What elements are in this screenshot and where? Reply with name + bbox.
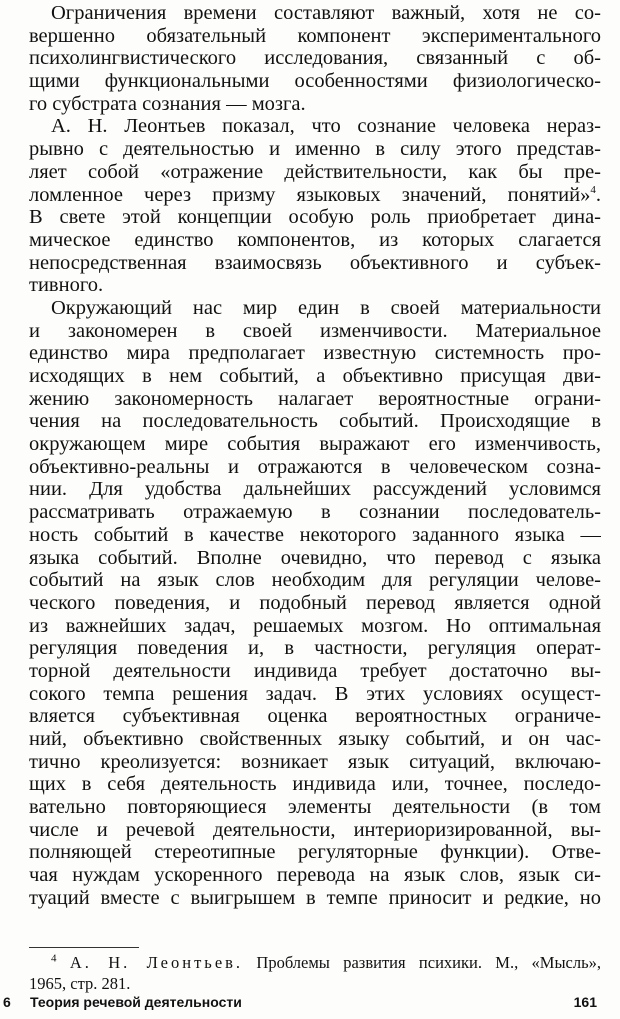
footnote-line: 1965, стр. 281. — [29, 974, 131, 993]
text-line-content: Ограничения времени составляют важный, хотя не со- — [51, 2, 601, 24]
body-text — [29, 2, 601, 910]
text-line — [29, 569, 601, 592]
text-line — [29, 637, 601, 660]
text-line-content: событий на язык слов необходим для регуляции челове- — [29, 569, 601, 592]
text-line-content: вательно повторяющиеся элементы деятельности (в том — [29, 796, 601, 819]
text-line — [29, 93, 601, 116]
text-line-tail: . — [595, 183, 601, 206]
text-line — [29, 705, 601, 728]
text-line-content: и закономерен в своей изменчивости. Материальное — [29, 319, 601, 342]
text-line-content: исходящих в нем событий, а объективно присущая дви- — [29, 365, 601, 387]
text-line — [29, 184, 601, 207]
text-line-content: Окружающий нас мир един в своей материальности — [51, 296, 601, 319]
text-line — [29, 456, 601, 479]
text-line — [29, 819, 601, 842]
text-line-content: психолингвистического исследования, связанный с об- — [29, 47, 601, 70]
text-line — [29, 887, 601, 910]
text-line-content: нии. Для удобства дальнейших рассуждений условимся — [29, 478, 601, 501]
text-line — [29, 206, 601, 229]
text-line-content: вершенно обязательный компонент экспериментального — [29, 24, 601, 47]
text-line — [29, 773, 601, 796]
text-line-content: мическое единство компонентов, из которых слагается — [29, 228, 601, 251]
text-line-content: ляет собой «отражение действительности, как бы пре- — [29, 160, 601, 183]
text-line — [29, 524, 601, 547]
text-line-content: А. Н. Леонтьев показал, что сознание человека нераз- — [51, 115, 601, 138]
text-line — [29, 501, 601, 524]
text-line — [29, 592, 601, 615]
text-line — [29, 115, 601, 138]
text-line-content: В свете этой концепции особую роль приобретает дина- — [29, 206, 601, 229]
text-line-content: тично креолизуется: возникает язык ситуаций, включаю- — [29, 750, 601, 773]
text-line — [29, 864, 601, 887]
text-line — [29, 365, 601, 388]
footnote-rule — [29, 947, 139, 948]
text-line — [29, 433, 601, 456]
text-line-content: го субстрата сознания — мозга. — [29, 92, 306, 115]
text-line-content: языка событий. Вполне очевидно, что перевод с языка — [29, 546, 601, 569]
text-line — [29, 47, 601, 70]
text-line — [29, 70, 601, 93]
text-line-content: единство мира предполагает известную системность про- — [29, 342, 601, 365]
footnote-line — [29, 952, 601, 973]
text-line-content: полняющей стереотипные регуляторные функции). Отве- — [29, 841, 601, 864]
text-line — [29, 728, 601, 751]
text-line-content: торной деятельности индивида требует достаточно вы- — [29, 659, 601, 682]
text-line — [29, 547, 601, 570]
text-line — [29, 751, 601, 774]
footnote-mark: 4 — [51, 952, 57, 965]
text-line — [29, 615, 601, 638]
text-line — [29, 138, 601, 161]
text-line-content: вляется субъективная оценка вероятностных ограниче- — [29, 705, 601, 728]
text-line — [29, 388, 601, 411]
text-line-content: туаций вместе с выигрышем в темпе приносит и редкие, но — [29, 886, 601, 909]
text-line — [29, 320, 601, 343]
text-line-content: ность событий в качестве некоторого заданного языка — — [29, 523, 601, 546]
text-line-content: из важнейших задач, решаемых мозгом. Но оптимальная — [29, 614, 601, 637]
text-line-content: тивного. — [29, 274, 104, 297]
text-line-content: рывно с деятельностью и именно в силу этого представ- — [29, 138, 601, 161]
text-line-content: щих в себя деятельность индивида или, точнее, последо- — [29, 773, 601, 796]
text-line-content: рассматривать отражаемую в сознании последователь- — [29, 501, 601, 524]
signature-mark: 6 — [3, 994, 11, 1010]
text-line — [29, 2, 601, 25]
text-line-content: ломленное через призму языковых значений, понятий» — [29, 183, 591, 206]
text-line-content: окружающем мире события выражают его изменчивость, — [29, 433, 601, 456]
text-line-content: чения на последовательность событий. Происходящие в — [29, 410, 601, 433]
text-line — [29, 796, 601, 819]
text-line-content: объективно-реальны и отражаются в человеческом созна- — [29, 455, 601, 478]
text-line — [29, 25, 601, 48]
running-title: Теория речевой деятельности — [30, 994, 242, 1010]
text-line — [29, 297, 601, 320]
footnote — [29, 952, 601, 994]
text-line-content: жению закономерность налагает вероятностные ограни- — [29, 387, 601, 410]
text-line — [29, 274, 601, 297]
text-line-content: числе и речевой деятельности, интериоризированной, вы- — [29, 818, 601, 841]
text-line-content: регуляция поведения и, в частности, регуляция операт- — [29, 637, 601, 660]
text-line — [29, 252, 601, 275]
text-line-content: щими функциональными особенностями физиологическо- — [29, 70, 601, 93]
text-line — [29, 841, 601, 864]
text-line-content: сокого темпа решения задач. В этих условиях осущест- — [29, 682, 601, 705]
text-line-content: ний, объективно свойственных языку событий, и он час- — [29, 728, 601, 750]
page-number: 161 — [573, 994, 597, 1010]
text-line — [29, 478, 601, 501]
footnote-author: А. Н. Леонтьев. — [69, 953, 244, 972]
text-line-content: чая нуждам ускоренного перевода на язык слов, язык си- — [29, 864, 601, 887]
text-line — [29, 683, 601, 706]
page-footer — [3, 994, 603, 1016]
footnote-title: Проблемы развития психики. М., «Мысль», — [256, 953, 602, 972]
text-line — [29, 161, 601, 184]
footnote-reference: 4 — [590, 183, 596, 196]
text-line — [29, 660, 601, 683]
text-line-content: непосредственная взаимосвязь объективного и субъек- — [29, 251, 601, 274]
text-line — [29, 342, 601, 365]
text-line — [29, 229, 601, 252]
text-line-content: ческого поведения, и подобный перевод является одной — [29, 591, 601, 614]
text-line — [29, 410, 601, 433]
